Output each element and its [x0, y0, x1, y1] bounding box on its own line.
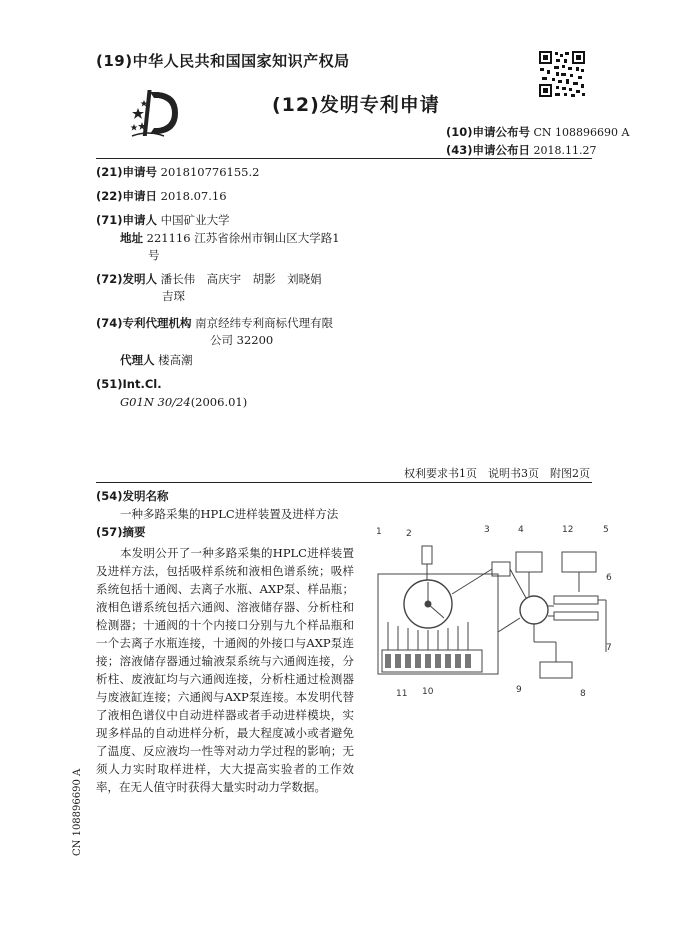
figure-label: 2 [406, 529, 412, 539]
inventors-value-1: 潘长伟 高庆宇 胡影 刘晓娟 [160, 272, 322, 286]
pub-number-row [446, 124, 629, 140]
applicant-label: (71)申请人 [96, 213, 158, 227]
agent-label: 代理人 [120, 353, 155, 367]
document-type-title: (12)发明专利申请 [272, 94, 440, 116]
figure-label: 1 [376, 527, 382, 537]
apparatus-figure [366, 522, 616, 702]
intcl-code: G01N 30/24 [120, 395, 191, 409]
figure-label: 4 [518, 525, 524, 535]
applicant-value: 中国矿业大学 [160, 213, 230, 227]
agency-value-1: 南京经纬专利商标代理有限 [195, 316, 334, 330]
agency-value-2: 公司 32200 [210, 333, 274, 347]
agency-label: (74)专利代理机构 [96, 316, 192, 330]
abstract-text: 本发明公开了一种多路采集的HPLC进样装置及进样方法，包括吸样系统和液相色谱系统；吸样系统包括十通阀、去离子水瓶、AXP泵、样品瓶；液相色谱系统包括六通阀、溶液储存器、分析柱和检测器；十通阀的十个内接口分别与九个样品瓶和一个去离子水瓶连接，十通阀的外接口与AXP泵连接；溶液储存器通过输液泵系统与六通阀连接，分析柱、废液缸均与六通阀连接，分析柱通过检测器与废液缸连接；六通阀与AXP泵连接。本发明代替了液相色谱仪中自动进样器或者手动进样模块，实现多样品的自动进样分析，最大程度减小或者避免了温度、反应液均一性等对动力学过程的影响；无须人力实时取样进样，大大提高实验者的工作效率，在无人值守时获得大量实时动力学数据。 [96, 546, 354, 794]
title-label [96, 488, 169, 504]
intcl-version: (2006.01) [190, 395, 248, 409]
figure-label: 5 [603, 525, 609, 535]
figure-label: 12 [562, 525, 574, 535]
pages-rule [96, 482, 592, 483]
intcl-row [120, 394, 247, 410]
abstract-label [96, 524, 146, 540]
figure-label: 11 [396, 689, 408, 699]
app-number-value: 201810776155.2 [160, 165, 260, 179]
cnipa-logo-icon [128, 86, 182, 140]
pub-date-label: (43)申请公布日 [446, 143, 531, 157]
applicant-row [96, 212, 230, 228]
title-label-text: (54)发明名称 [96, 489, 169, 503]
side-publication-number: CN 108896690 A [72, 768, 83, 856]
figure-label: 6 [606, 573, 612, 583]
app-number-label: (21)申请号 [96, 165, 158, 179]
address-value-1: 221116 江苏省徐州市铜山区大学路1 [146, 231, 340, 245]
pub-number-value: CN 108896690 A [533, 126, 630, 139]
agency-row [96, 315, 333, 331]
qr-code-icon [538, 50, 586, 98]
intcl-label [96, 376, 162, 392]
app-number-row [96, 164, 259, 180]
pub-number-label: (10)申请公布号 [446, 125, 531, 139]
app-date-label: (22)申请日 [96, 189, 158, 203]
inventor-row [96, 271, 322, 287]
agent-row [120, 352, 193, 368]
header-rule [96, 158, 592, 159]
inventors-value-2: 吉琛 [162, 289, 185, 303]
inventor-label: (72)发明人 [96, 272, 158, 286]
figure-label: 7 [606, 643, 612, 653]
figure-label: 8 [580, 689, 586, 699]
address-row [120, 230, 340, 246]
intcl-label-text: (51)Int.Cl. [96, 377, 162, 391]
figure-label: 10 [422, 687, 434, 697]
pub-date-row [446, 142, 597, 158]
figure-label: 3 [484, 525, 490, 535]
app-date-row [96, 188, 227, 204]
pub-date-value: 2018.11.27 [533, 144, 597, 157]
office-name: (19)中华人民共和国国家知识产权局 [96, 52, 350, 70]
abstract-label-text: (57)摘要 [96, 525, 146, 539]
agent-value: 楼高潮 [158, 353, 193, 367]
app-date-value: 2018.07.16 [160, 189, 227, 203]
invention-title: 一种多路采集的HPLC进样装置及进样方法 [120, 507, 339, 521]
address-label: 地址 [120, 231, 143, 245]
pages-info: 权利要求书1页 说明书3页 附图2页 [404, 467, 590, 480]
address-value-2: 号 [148, 248, 160, 262]
figure-label: 9 [516, 685, 522, 695]
